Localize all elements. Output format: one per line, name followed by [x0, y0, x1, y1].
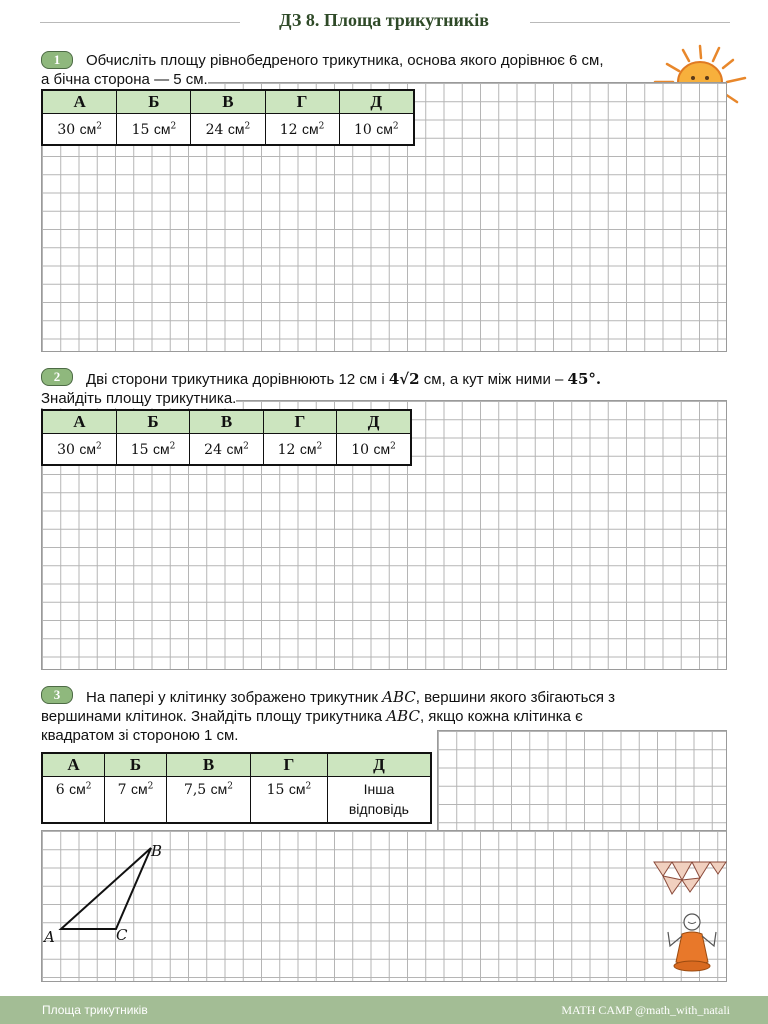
point-c-label: C: [116, 926, 128, 944]
task2-answer-table: [41, 409, 412, 466]
task1-option-a-value[interactable]: 30 $см^2$: [42, 114, 117, 146]
page-footer: [0, 996, 768, 1024]
task2-option-g-letter[interactable]: Г: [263, 410, 336, 434]
meditating-figure-icon: [664, 910, 724, 974]
task3-question-line1: На папері у клітинку зображено трикутник ABC, вершини якого збігаються з: [86, 688, 616, 706]
task2-option-v-letter[interactable]: В: [190, 410, 263, 434]
task2-option-b-value[interactable]: 15 $см^2$: [116, 434, 189, 466]
task3-option-b-value[interactable]: 7 $см^2$: [105, 777, 167, 823]
task1-question-line2: а бічна сторона — 5 см.: [41, 71, 208, 88]
page-title: ДЗ 8. Площа трикутників: [279, 10, 489, 30]
task3-answer-table: [41, 752, 432, 824]
task1-option-g-letter[interactable]: Г: [265, 90, 339, 114]
triangle-abc: [61, 848, 151, 929]
task1-number-badge: 1: [41, 51, 73, 69]
task1-option-d-letter[interactable]: Д: [339, 90, 414, 114]
task3-option-b-letter[interactable]: Б: [105, 753, 167, 777]
task2-option-v-value[interactable]: 24 $см^2$: [190, 434, 263, 466]
footer-left-text: Площа трикутників: [42, 1003, 148, 1017]
task3-option-d-value[interactable]: [327, 777, 431, 823]
task3-option-a-value[interactable]: 6 $см^2$: [42, 777, 105, 823]
task3-number-badge: 3: [41, 686, 73, 704]
point-a-label: A: [44, 928, 55, 946]
task1-option-v-letter[interactable]: В: [191, 90, 265, 114]
task3-option-v-value[interactable]: 7,5 $см^2$: [166, 777, 250, 823]
task3-option-d-line2: відповідь: [348, 801, 409, 818]
task3-option-d-letter[interactable]: Д: [327, 753, 431, 777]
task3-question-line2: вершинами клітинок. Знайдіть площу трикутника ABC, якщо кожна клітинка є: [41, 707, 583, 725]
task1-option-d-value[interactable]: 10 $см^2$: [339, 114, 414, 146]
task2-option-g-value[interactable]: 12 $см^2$: [263, 434, 336, 466]
task1-option-b-value[interactable]: 15 $см^2$: [117, 114, 191, 146]
task2-option-a-letter[interactable]: А: [42, 410, 116, 434]
task2-option-a-value[interactable]: 30 $см^2$: [42, 434, 116, 466]
task2-number-badge: 2: [41, 368, 73, 386]
task1-option-v-value[interactable]: 24 $см^2$: [191, 114, 265, 146]
task2-option-b-letter[interactable]: Б: [116, 410, 189, 434]
task3-option-v-letter[interactable]: В: [166, 753, 250, 777]
task3-option-d-line1: Інша: [363, 781, 395, 798]
task2-option-d-value[interactable]: 10 $см^2$: [337, 434, 411, 466]
task1-option-b-letter[interactable]: Б: [117, 90, 191, 114]
task1-answer-table: [41, 89, 415, 146]
task3-option-a-letter[interactable]: А: [42, 753, 105, 777]
task3-option-g-value[interactable]: 15 $см^2$: [251, 777, 328, 823]
triangle-figure-icon: [652, 860, 728, 896]
task2-question-line2: Знайдіть площу трикутника.: [41, 390, 237, 407]
task2-question-line1: Дві сторони трикутника дорівнюють 12 см і 4√2 см, а кут між ними – 45°.: [86, 370, 602, 388]
task1-question-line1: Обчисліть площу рівнобедреного трикутника, основа якого дорівнює 6 см,: [86, 52, 604, 69]
task1-option-g-value[interactable]: 12 $см^2$: [265, 114, 339, 146]
task3-option-g-letter[interactable]: Г: [251, 753, 328, 777]
point-b-label: B: [151, 842, 163, 860]
task2-option-d-letter[interactable]: Д: [337, 410, 411, 434]
footer-right-text: MATH CAMP @math_with_natali: [561, 1003, 730, 1017]
task1-option-a-letter[interactable]: А: [42, 90, 117, 114]
task3-question-line3: квадратом зі стороною 1 см.: [41, 727, 239, 744]
